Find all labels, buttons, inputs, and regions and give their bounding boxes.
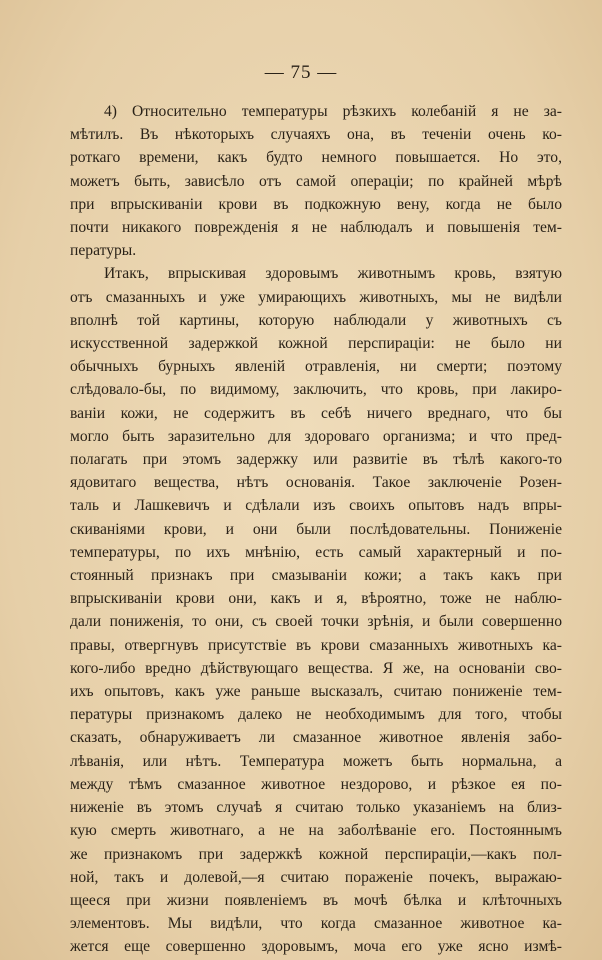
text-line: можетъ быть, зависѣло отъ самой операціи; по крайней мѣрѣ [70,172,562,190]
text-line: полагать при этомъ задержку или развитіе въ тѣлѣ какого-то [70,451,562,469]
text-line: вполнѣ той картины, которую наблюдали у животныхъ съ [70,311,562,329]
body-text [70,100,562,959]
text-line: могло быть заразительно для здороваго организма; и что пред- [70,427,562,445]
text-line: 4) Относительно температуры рѣзкихъ колебаній я не за- [104,103,562,120]
text-line: Итакъ, впрыскивая здоровымъ животнымъ кровь, взятую [104,265,562,283]
text-line: пературы признакомъ далеко не необходимымъ для того, чтобы [70,706,562,724]
text-line: обычныхъ бурныхъ явленій отравленія, ни смерти; поэтому [70,358,562,376]
text-line: отъ смазанныхъ и уже умирающихъ животныхъ, мы не видѣли [70,288,562,306]
text-line: лѣванія, или нѣтъ. Температура можетъ быть нормальна, а [70,752,562,770]
page-number: — 75 — [264,62,338,83]
text-line: ихъ опытовъ, какъ уже раньше высказалъ, считаю пониженіе тем- [70,683,562,701]
text-line: жется еще совершенно здоровымъ, моча его уже ясно измѣ- [70,938,562,956]
text-line: пературы. [70,242,137,260]
text-line: ядовитаго вещества, нѣтъ основанія. Такое заключеніе Розен- [70,474,562,492]
text-line: же признакомъ при задержкѣ кожной перспираціи,—какъ пол- [70,845,562,863]
text-line: скиваніями крови, и они были послѣдовательны. Пониженіе [70,520,562,538]
text-line: ваніи кожи, не содержитъ въ себѣ ничего вреднаго, что бы [70,404,562,422]
text-line: при впрыскиваніи крови въ подкожную вену, когда не было [70,195,562,213]
text-line: мѣтилъ. Въ нѣкоторыхъ случаяхъ она, въ теченіи очень ко- [70,126,562,144]
text-line: таль и Лашкевичъ и сдѣлали изъ своихъ опытовъ надъ впры- [70,497,562,515]
text-line: температуры, по ихъ мнѣнію, есть самый характерный и по- [70,543,562,561]
text-line: слѣдовало-бы, по видимому, заключить, что кровь, при лакиро- [70,381,562,399]
text-line: элементовъ. Мы видѣли, что когда смазанное животное ка- [70,915,562,933]
text-line: дали пониженія, то они, съ своей точки зрѣнія, и были совершенно [70,613,562,631]
text-line: стоянный признакъ при смазываніи кожи; а такъ какъ при [70,567,562,585]
text-line: ниженіе въ этомъ случаѣ я считаю только указаніемъ на близ- [70,799,562,817]
text-line: почти никакого поврежденія я не наблюдалъ и повышенія тем- [70,219,562,237]
text-line: кую смерть животнаго, а не на заболѣваніе его. Постояннымъ [70,822,562,840]
text-line: сказать, обнаруживаетъ ли смазанное животное явленія забо- [70,729,562,747]
text-line: щееся при жизни появленіемъ въ мочѣ бѣлка и клѣточныхъ [70,891,562,909]
text-line: между тѣмъ смазанное животное нездорово, и рѣзкое ея по- [70,775,562,793]
text-line: искусственной задержкой кожной перспираціи: не было ни [70,335,562,353]
text-line: правы, отвергнувъ присутствіе въ крови смазанныхъ животныхъ ка- [70,636,562,654]
text-line: роткаго времени, какъ будто немного повышается. Но это, [70,149,562,167]
text-line: ной, такъ и долевой,—я считаю пораженіе почекъ, выражаю- [70,868,562,886]
text-line: кого-либо вредно дѣйствующаго вещества. Я же, на основаніи сво- [70,659,562,677]
text-line: впрыскиваніи крови они, какъ и я, вѣроятно, тоже не наблю- [70,590,562,608]
